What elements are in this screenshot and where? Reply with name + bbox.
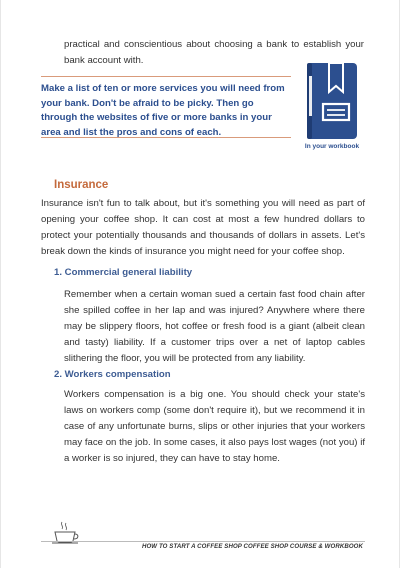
section-paragraph: Insurance isn't fun to talk about, but it's something you will need as part of opening your coffee shop. It can cost at most a few hundred dollars to protect your potentially thousands and thousands of dollars in assets. Let's break down the kinds of insurance you might need for your coffee shop. xyxy=(41,198,365,257)
callout-text: Make a list of ten or more services you will need from your bank. Don't be afraid to be picky. Then go through the websites of five or more banks in your area and list the pros and cons of each. xyxy=(41,83,285,138)
workers-comp-paragraph: Workers compensation is a big one. You should check your state's laws on workers comp (some don't require it), but we recommend it in case of any unfortunate burns, slips or other injuries that your workers may face on the job. In some cases, it also pays lost wages (not you) if a worker is so injured, they can have to stay home. xyxy=(64,389,365,464)
liability-paragraph: Remember when a certain woman sued a certain fast food chain after she spilled coffee in her lap and was injured? Anywhere where there may be slippery floors, hot coffee or fresh food is a giant (albeit clean and tasty) liability. If a customer trips over a net of laptop cables slithering the floor, you will be protected from any liability. xyxy=(64,289,365,364)
coffee-cup-icon xyxy=(48,520,82,548)
callout-box xyxy=(41,76,291,138)
footer-title: HOW TO START A COFFEE SHOP COFFEE SHOP COURSE & WORKBOOK xyxy=(141,543,363,550)
footer-rule xyxy=(41,541,365,542)
intro-paragraph: practical and conscientious about choosing a bank to establish your bank account with. xyxy=(64,39,364,66)
workbook-icon xyxy=(305,62,359,140)
subheading-liability: 1. Commercial general liability xyxy=(54,267,193,278)
workbook-badge xyxy=(301,62,363,154)
section-title: Insurance xyxy=(54,179,109,191)
subheading-workers-comp: 2. Workers compensation xyxy=(54,369,171,380)
workbook-label: In your workbook xyxy=(304,143,360,150)
